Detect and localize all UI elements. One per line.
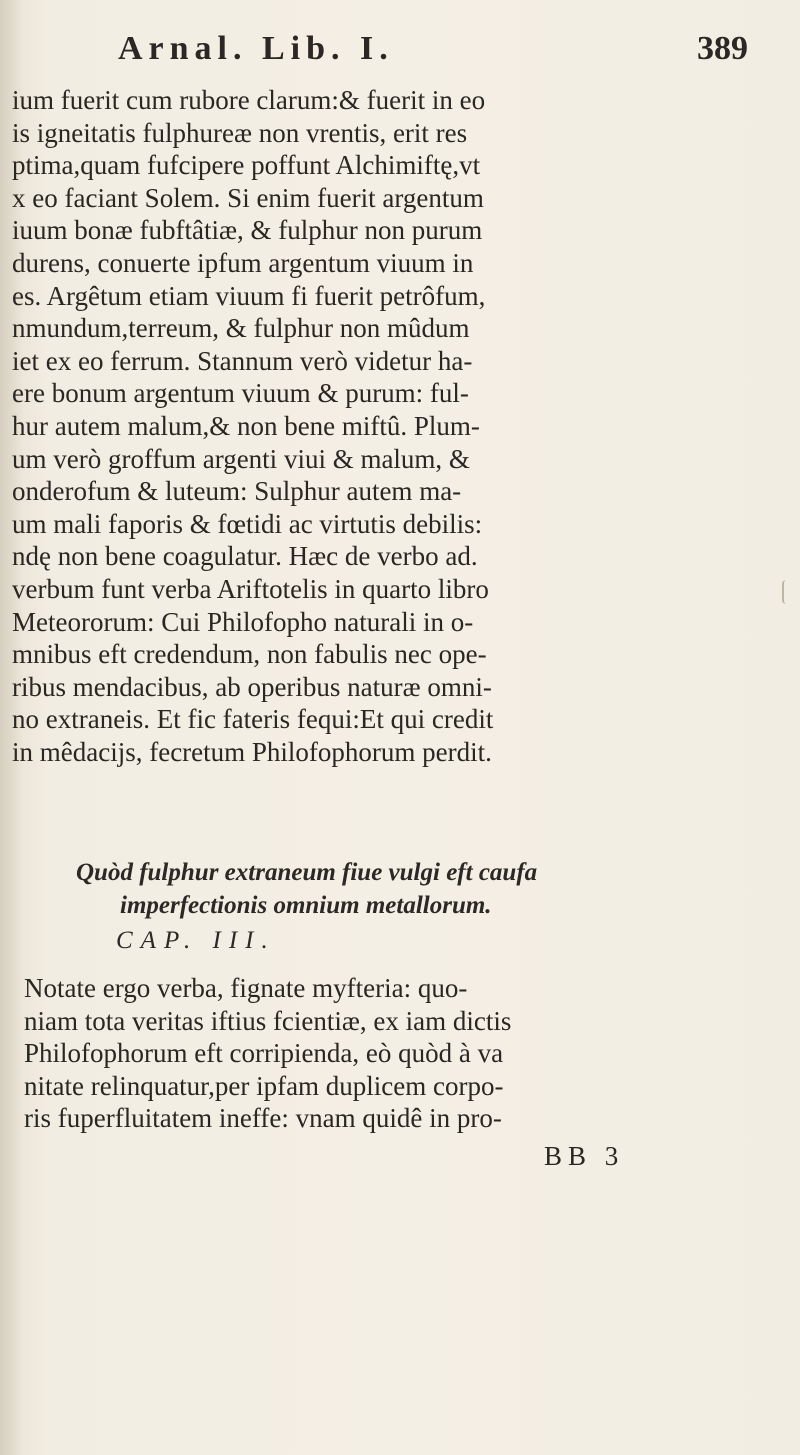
chapter-heading [76, 856, 776, 922]
paragraph-2 [24, 972, 794, 1135]
text-line: ribus mendacibus, ab operibus naturæ omni- [12, 671, 492, 702]
paragraph-1 [12, 84, 792, 768]
text-line: Notate ergo verba, fignate myfteria: quo- [24, 973, 468, 1003]
page-header [118, 30, 760, 74]
text-line: is igneitatis fulphureæ non vrentis, erit res [12, 117, 468, 148]
text-line: ris fuperfluitatem ineffe: vnam quidê in pro- [24, 1103, 502, 1134]
chapter-heading-line: imperfectionis omnium metallorum. [120, 892, 492, 919]
text-line: um mali faporis & fœtidi ac virtutis debilis: [12, 508, 483, 539]
text-line: in mêdacijs, fecretum Philofophorum perdit. [12, 736, 492, 767]
text-line: ere bonum argentum viuum & purum: ful- [12, 378, 469, 409]
text-line: Philofophorum eft corripienda, eò quòd à va [24, 1038, 504, 1069]
text-line: durens, conuerte ipfum argentum viuum in [12, 247, 474, 278]
text-line: ptima,quam fufcipere poffunt Alchimiftę,vt [12, 150, 481, 181]
margin-mark [782, 580, 790, 604]
text-line: es. Argêtum etiam viuum fi fuerit petrôfum, [12, 280, 486, 311]
page-number: 389 [697, 30, 748, 67]
text-line: iuum bonæ fubftâtiæ, & fulphur non purum [12, 215, 483, 246]
text-line: um verò groffum argenti viui & malum, & [12, 443, 470, 474]
signature-mark: BB 3 [544, 1141, 625, 1171]
text-line: Meteororum: Cui Philofopho naturali in o- [12, 606, 474, 637]
text-line: nitate relinquatur,per ipfam duplicem corpo- [24, 1070, 504, 1101]
text-line: x eo faciant Solem. Si enim fuerit argentum [12, 182, 484, 213]
chapter-number: CAP. III. [116, 927, 276, 954]
text-line: iet ex eo ferrum. Stannum verò videtur ha- [12, 345, 473, 376]
text-line: hur autem malum,& non bene miftû. Plum- [12, 410, 480, 441]
text-line: ndę non bene coagulatur. Hæc de verbo ad. [12, 541, 478, 572]
text-line: no extraneis. Et fic fateris fequi:Et qui credit [12, 704, 494, 735]
text-line: niam tota veritas iftius fcientiæ, ex iam dictis [24, 1005, 512, 1036]
text-line: mnibus eft credendum, non fabulis nec ope- [12, 639, 487, 670]
chapter-heading-line: Quòd fulphur extraneum fiue vulgi eft caufa [76, 859, 538, 886]
text-line: onderofum & luteum: Sulphur autem ma- [12, 476, 462, 507]
running-head: Arnal. Lib. I. [118, 30, 394, 67]
text-line: verbum funt verba Ariftotelis in quarto libro [12, 573, 489, 604]
text-line: nmundum,terreum, & fulphur non mûdum [12, 313, 470, 344]
text-line: ium fuerit cum rubore clarum:& fuerit in eo [12, 85, 486, 115]
